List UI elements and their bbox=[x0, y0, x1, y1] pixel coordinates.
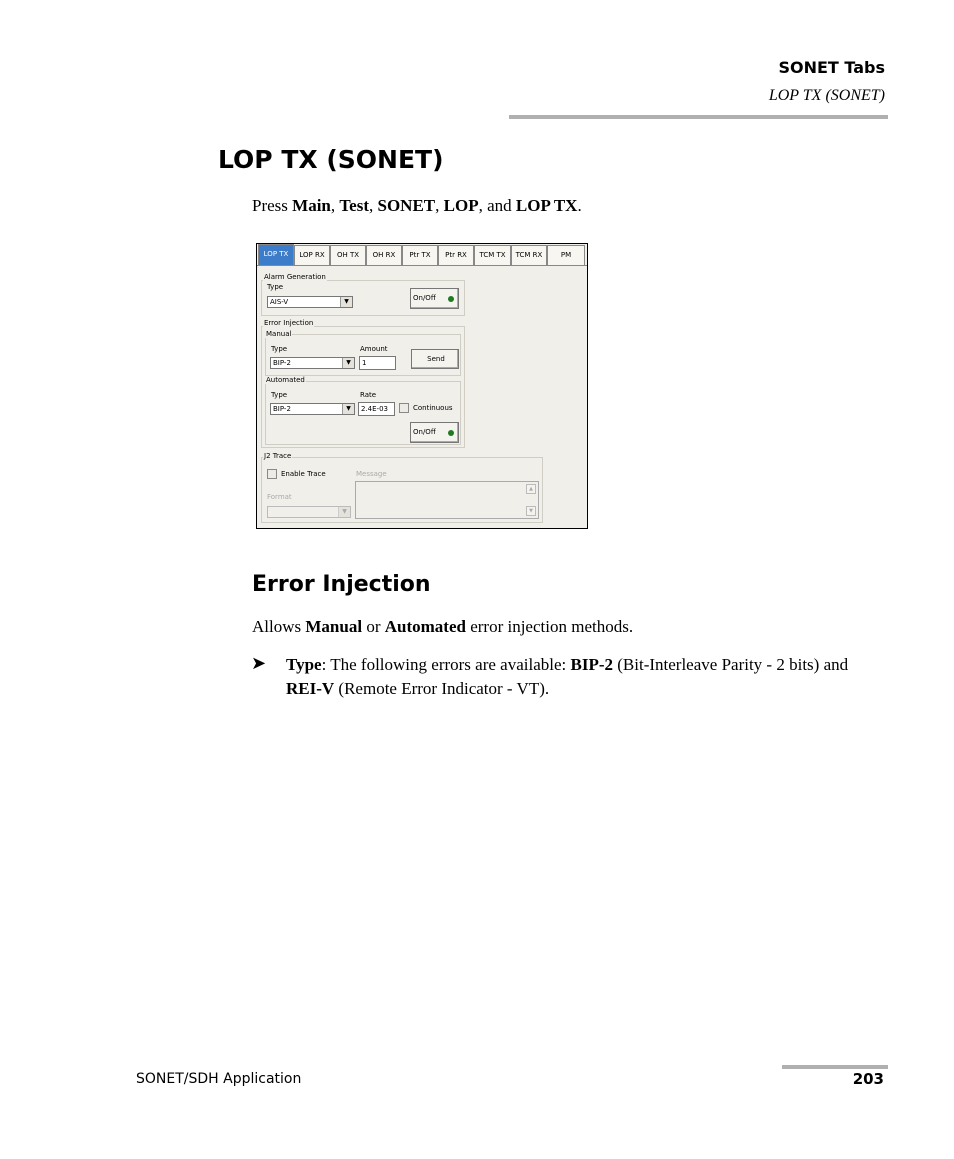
running-header-subtitle: LOP TX (SONET) bbox=[768, 87, 885, 104]
intro-sep: , bbox=[435, 196, 444, 215]
message-textarea[interactable] bbox=[355, 481, 539, 519]
led-indicator-icon bbox=[448, 430, 454, 436]
footer-rule bbox=[782, 1065, 888, 1069]
intro-loptx: LOP TX bbox=[515, 196, 578, 215]
alarm-type-select[interactable] bbox=[267, 296, 353, 308]
intro-lop: LOP bbox=[443, 196, 479, 215]
section-title: Error Injection bbox=[252, 572, 431, 597]
enable-trace-label: Enable Trace bbox=[281, 470, 326, 478]
manual-type-value: BIP-2 bbox=[273, 359, 291, 367]
intro-text: Press bbox=[252, 196, 293, 215]
intro-paragraph bbox=[252, 196, 582, 216]
manual-title: Manual bbox=[266, 330, 292, 338]
automated-type-label: Type bbox=[271, 391, 288, 399]
chevron-down-icon: ▼ bbox=[342, 358, 354, 368]
led-indicator-icon bbox=[448, 296, 454, 302]
bullet-arrow-icon: ➤ bbox=[251, 653, 267, 673]
tab-tcm-tx[interactable]: TCM TX bbox=[474, 245, 511, 265]
header-rule bbox=[509, 115, 888, 119]
intro-end: . bbox=[577, 196, 582, 215]
tab-bar bbox=[257, 244, 587, 266]
manual-type-label: Type bbox=[271, 345, 288, 353]
footer-title: SONET/SDH Application bbox=[136, 1071, 302, 1087]
running-header-title: SONET Tabs bbox=[778, 58, 885, 77]
intro-and: , and bbox=[478, 196, 516, 215]
intro-test: Test bbox=[339, 196, 369, 215]
format-label: Format bbox=[267, 493, 292, 501]
intro-sep: , bbox=[330, 196, 340, 215]
lop-tx-screenshot bbox=[256, 243, 588, 529]
tab-oh-tx[interactable]: OH TX bbox=[330, 245, 366, 265]
allows-automated: Automated bbox=[384, 617, 466, 636]
automated-type-select[interactable] bbox=[270, 403, 355, 415]
tab-pm[interactable]: PM bbox=[547, 245, 585, 265]
tab-ptr-rx[interactable]: Ptr RX bbox=[438, 245, 474, 265]
continuous-checkbox[interactable] bbox=[399, 403, 409, 413]
automated-onoff-button[interactable] bbox=[410, 422, 459, 443]
intro-sonet: SONET bbox=[377, 196, 436, 215]
bullet-type: Type bbox=[286, 655, 322, 674]
alarm-type-value: AIS-V bbox=[270, 298, 289, 306]
automated-type-value: BIP-2 bbox=[273, 405, 291, 413]
automated-title: Automated bbox=[266, 376, 305, 384]
tab-ptr-tx[interactable]: Ptr TX bbox=[402, 245, 438, 265]
continuous-label: Continuous bbox=[413, 404, 453, 412]
tab-oh-rx[interactable]: OH RX bbox=[366, 245, 402, 265]
format-select[interactable] bbox=[267, 506, 351, 518]
bullet-reiv: REI-V bbox=[286, 679, 335, 698]
manual-amount-label: Amount bbox=[360, 345, 388, 353]
j2-trace-title: J2 Trace bbox=[264, 452, 292, 460]
allows-post: error injection methods. bbox=[465, 617, 634, 636]
bullet-bip2: BIP-2 bbox=[570, 655, 614, 674]
alarm-onoff-button[interactable] bbox=[410, 288, 459, 309]
allows-pre: Allows bbox=[252, 617, 306, 636]
scroll-down-icon[interactable]: ▼ bbox=[526, 506, 536, 516]
tab-lop-rx[interactable]: LOP RX bbox=[294, 245, 330, 265]
alarm-type-label: Type bbox=[267, 283, 284, 291]
manual-amount-input[interactable]: 1 bbox=[359, 356, 396, 370]
automated-onoff-label: On/Off bbox=[413, 428, 436, 436]
alarm-onoff-label: On/Off bbox=[413, 294, 436, 302]
intro-main: Main bbox=[292, 196, 331, 215]
alarm-generation-title: Alarm Generation bbox=[264, 273, 326, 281]
bullet-t3: (Remote Error Indicator - VT). bbox=[334, 679, 550, 698]
message-label: Message bbox=[356, 470, 387, 478]
allows-or: or bbox=[362, 617, 385, 636]
chevron-down-icon: ▼ bbox=[338, 507, 350, 517]
bullet-t1: : The following errors are available: bbox=[321, 655, 571, 674]
tab-underline bbox=[257, 265, 587, 266]
tab-lop-tx[interactable]: LOP TX bbox=[258, 244, 294, 266]
enable-trace-checkbox[interactable] bbox=[267, 469, 277, 479]
bullet-t2: (Bit-Interleave Parity - 2 bits) and bbox=[613, 655, 849, 674]
automated-rate-input[interactable]: 2.4E-03 bbox=[358, 402, 395, 416]
chevron-down-icon: ▼ bbox=[342, 404, 354, 414]
intro-sep: , bbox=[369, 196, 378, 215]
allows-manual: Manual bbox=[305, 617, 363, 636]
error-injection-title: Error Injection bbox=[264, 319, 314, 327]
tab-tcm-rx[interactable]: TCM RX bbox=[511, 245, 547, 265]
page-title: LOP TX (SONET) bbox=[218, 145, 444, 174]
send-button[interactable]: Send bbox=[411, 349, 459, 369]
allows-paragraph bbox=[252, 617, 633, 637]
chevron-down-icon: ▼ bbox=[340, 297, 352, 307]
page-number: 203 bbox=[852, 1070, 884, 1088]
bullet-text bbox=[286, 653, 886, 701]
manual-type-select[interactable] bbox=[270, 357, 355, 369]
automated-rate-label: Rate bbox=[360, 391, 377, 399]
scroll-up-icon[interactable]: ▲ bbox=[526, 484, 536, 494]
